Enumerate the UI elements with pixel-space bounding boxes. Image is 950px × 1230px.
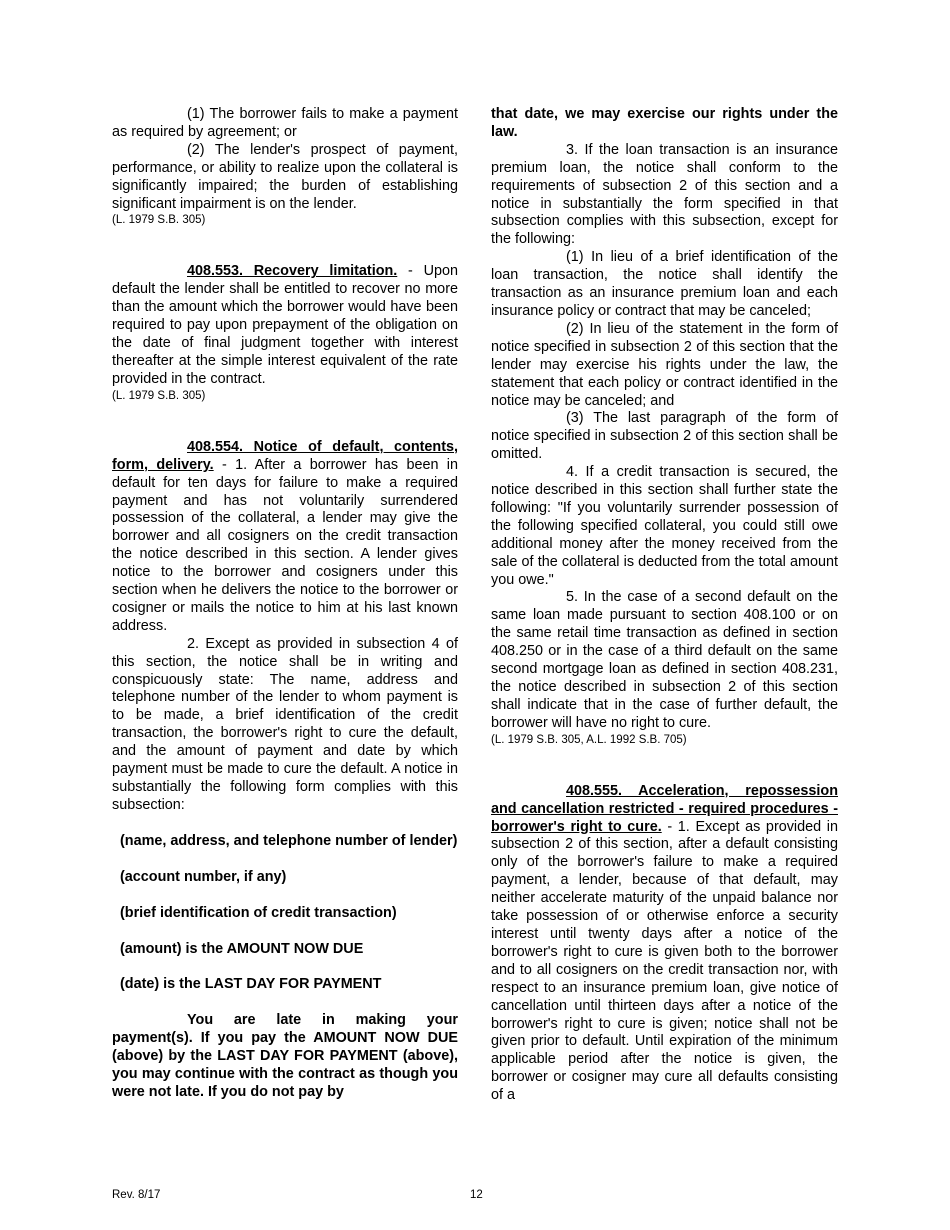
section-body: - 1. After a borrower has been in default for ten days for failure to make a required payment and has not voluntarily surrendered possession of the collateral, a lender may give the borrower and all cosigners on the credit transaction the notice described in this section. A lender gives notice to the borrower and cosigners under this section when he delivers the notice to the borrower or cosigner or mails the notice to him at his last known address. (112, 456, 458, 634)
citation: (L. 1979 S.B. 305, A.L. 1992 S.B. 705) (491, 733, 687, 746)
paragraph-subsection-2: 2. Except as provided in subsection 4 of this section, the notice shall be in writing and conspicuously state: The name, address and telephone number of the lender to whom payment is to be made, a brief identification of the credit transaction, the borrower's right to cure the default, and the amount of payment and date by which payment must be made to cure the default. A notice in substantially the following form complies with this subsection: (112, 635, 458, 813)
paragraph-subsection-3-3: (3) The last paragraph of the form of notice specified in subsection 2 of this section shall be omitted. (491, 410, 838, 463)
section-heading: 408.553. Recovery limitation. (187, 263, 398, 280)
citation: (L. 1979 S.B. 305) (112, 389, 206, 402)
left-column (112, 106, 458, 1102)
section-body: - 1. Except as provided in subsection 2 of this section, after a default consisting only of the borrower's failure to make a required payment, a lender, because of that default, may neither accelerate maturity of the unpaid balance nor take possession of or otherwise enforce a security interest until twenty days after a notice of the borrower's right to cure is given both to the borrower and to all cosigners on the credit transaction nor, with respect to an insurance premium loan, give notice of cancellation until thirteen days after a notice of the borrower's right to cure is given; notice shall not be given prior to default. Until expiration of the minimum applicable period after the notice is given, the borrower or cosigner may cure all defaults consisting of a (491, 818, 838, 1104)
section-body: - Upon default the lender shall be entitled to recover no more than the amount which the borrower would have been required to pay upon prepayment of the obligation on the date of final judgment together with interest thereafter at the simple interest equivalent of the rate provided in the contract. (112, 263, 458, 387)
paragraph-subsection-3: 3. If the loan transaction is an insurance premium loan, the notice shall conform to the requirements of subsection 2 of this section and a notice in substantially the form specified in that subsection complies with this subsection, except for the following: (491, 141, 838, 248)
footer-revision: Rev. 8/17 (112, 1189, 161, 1201)
paragraph-subsection-3-1: (1) In lieu of a brief identification of the loan transaction, the notice shall identify the transaction as an insurance premium loan and each insurance policy or contract that may be canceled; (491, 249, 838, 319)
form-line-amount: (amount) is the AMOUNT NOW DUE (120, 940, 364, 957)
paragraph-lender-prospect: (2) The lender's prospect of payment, performance, or ability to realize upon the collateral is significantly impaired; the burden of establishing significant impairment is on the lender. (112, 141, 458, 212)
section-408-555 (491, 783, 838, 1105)
form-notice: You are late in making your payment(s). If you pay the AMOUNT NOW DUE (above) by the LAST DAY FOR PAYMENT (above), you may continue with the contract as though you were not late. If you do not pay by (112, 1012, 458, 1100)
form-line-account: (account number, if any) (120, 868, 287, 885)
section-408-553 (112, 263, 458, 388)
paragraph-subsection-4: 4. If a credit transaction is secured, the notice described in this section shall further state the following: "If you voluntarily surrender possession of the following specified collateral, you could still owe additional money after the money received from the sale of the collateral is deducted from the total amount you owe." (491, 464, 838, 588)
paragraph-subsection-3-2: (2) In lieu of the statement in the form of notice specified in subsection 2 of this section that the lender may exercise his rights under the law, the statement that each policy or contract identified in the notice may be canceled; and (491, 320, 838, 409)
section-408-554 (112, 439, 458, 636)
form-line-date: (date) is the LAST DAY FOR PAYMENT (120, 976, 382, 993)
citation: (L. 1979 S.B. 305) (112, 214, 206, 227)
right-column (491, 106, 838, 1105)
form-line-identification: (brief identification of credit transaction) (120, 904, 397, 921)
paragraph-subsection-5: 5. In the case of a second default on the same loan made pursuant to section 408.100 or on the same retail time transaction as defined in section 408.250 or in the case of a third default on the same second mortgage loan as defined in section 408.231, the notice described in subsection 2 of this section shall indicate that in the case of further default, the borrower will have no right to cure. (491, 589, 838, 731)
form-line-lender: (name, address, and telephone number of lender) (120, 832, 458, 849)
section-heading: 408.555. Acceleration, repossession and cancellation restricted - required procedures - borrower's right to cure. (491, 782, 838, 835)
section-heading: 408.554. Notice of default, contents, form, delivery. (112, 438, 458, 473)
paragraph-borrower-fails: (1) The borrower fails to make a payment as required by agreement; or (112, 106, 458, 140)
form-notice-continued: that date, we may exercise our rights under the law. (491, 106, 838, 140)
page-number: 12 (470, 1189, 483, 1201)
